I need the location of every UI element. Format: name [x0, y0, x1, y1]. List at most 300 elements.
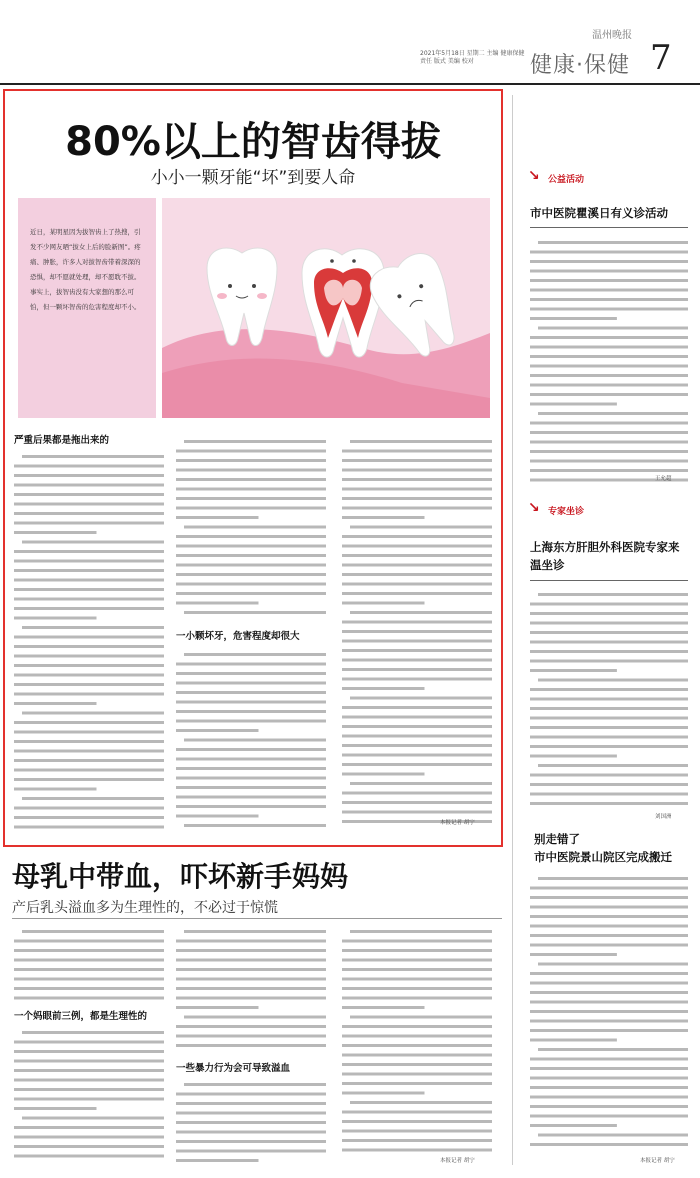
- text-line: [176, 516, 259, 519]
- text-line: [176, 469, 326, 472]
- text-line: [342, 706, 492, 709]
- text-line: [342, 640, 492, 643]
- text-line: [14, 778, 164, 781]
- text-line: [530, 925, 688, 928]
- text-line: [538, 327, 688, 330]
- text-line: [14, 664, 164, 667]
- text-line: [342, 630, 492, 633]
- text-line: [176, 1150, 326, 1153]
- text-line: [14, 1041, 164, 1044]
- text-line: [350, 611, 492, 614]
- text-line: [22, 1117, 164, 1120]
- text-line: [22, 455, 164, 458]
- text-line: [530, 755, 617, 758]
- text-line: [342, 725, 492, 728]
- text-line: [342, 744, 492, 747]
- sidebar-tag-1: 公益活动: [548, 175, 585, 185]
- text-line: [176, 573, 326, 576]
- feature-column-1: [14, 450, 164, 830]
- text-line: [14, 1098, 164, 1101]
- text-line: [342, 535, 492, 538]
- bottom-rule: [12, 918, 502, 919]
- text-line: [22, 712, 164, 715]
- text-line: [530, 906, 688, 909]
- text-line: [530, 308, 688, 311]
- text-line: [184, 526, 326, 529]
- text-line: [14, 1050, 164, 1053]
- masthead-rule: [0, 83, 700, 85]
- text-line: [342, 811, 492, 814]
- text-line: [176, 663, 326, 666]
- text-line: [530, 1058, 688, 1061]
- text-line: [530, 896, 688, 899]
- text-line: [530, 279, 688, 282]
- text-line: [176, 1112, 326, 1115]
- text-line: [176, 1025, 326, 1028]
- text-line: [176, 1131, 326, 1134]
- text-line: [176, 997, 326, 1000]
- text-line: [14, 740, 164, 743]
- text-line: [14, 465, 164, 468]
- text-line: [14, 788, 97, 791]
- text-line: [14, 579, 164, 582]
- text-line: [176, 564, 326, 567]
- text-line: [342, 488, 492, 491]
- feature-column-2: [176, 435, 326, 615]
- text-line: [342, 1044, 492, 1047]
- text-line: [14, 816, 164, 819]
- text-line: [14, 645, 164, 648]
- text-line: [350, 526, 492, 529]
- feature-column-3: [342, 435, 492, 825]
- feature-section2-title: 一小颗坏牙，危害程度却很大: [176, 631, 300, 642]
- text-line: [176, 488, 326, 491]
- sidebar-head-2: 上海东方肝胆外科医院专家来温坐诊: [530, 540, 680, 572]
- text-line: [530, 622, 688, 625]
- text-line: [342, 1063, 492, 1066]
- text-line: [530, 365, 688, 368]
- text-line: [176, 535, 326, 538]
- text-line: [14, 807, 164, 810]
- bottom-column-1b: [14, 1026, 164, 1166]
- text-line: [342, 1054, 492, 1057]
- text-line: [14, 531, 97, 534]
- text-line: [14, 721, 164, 724]
- text-line: [14, 588, 164, 591]
- text-line: [176, 796, 326, 799]
- text-line: [342, 763, 492, 766]
- arrow-icon: ↘: [528, 168, 540, 184]
- text-line: [184, 653, 326, 656]
- text-line: [342, 735, 492, 738]
- text-line: [176, 940, 326, 943]
- text-line: [530, 612, 688, 615]
- sidebar-body-2: [530, 588, 688, 810]
- text-line: [176, 682, 326, 685]
- text-line: [530, 1067, 688, 1070]
- text-line: [342, 968, 492, 971]
- sidebar-body-3: [530, 872, 688, 1152]
- text-line: [176, 987, 326, 990]
- text-line: [342, 621, 492, 624]
- text-line: [342, 1073, 492, 1076]
- bottom-section2-title: 一些暴力行为会可导致溢血: [176, 1063, 291, 1074]
- text-line: [22, 626, 164, 629]
- text-line: [176, 507, 326, 510]
- text-line: [176, 583, 326, 586]
- text-line: [342, 583, 492, 586]
- text-line: [342, 1092, 425, 1095]
- text-line: [176, 459, 326, 462]
- text-line: [342, 659, 492, 662]
- text-line: [176, 949, 326, 952]
- text-line: [176, 1121, 326, 1124]
- text-line: [342, 516, 425, 519]
- text-line: [530, 793, 688, 796]
- text-line: [530, 1029, 688, 1032]
- text-line: [14, 1079, 164, 1082]
- bottom-subheadline: 产后乳头溢血多为生理性的，不必过于惊慌: [12, 900, 278, 916]
- text-line: [350, 697, 492, 700]
- text-line: [14, 997, 164, 1000]
- text-line: [176, 805, 326, 808]
- text-line: [14, 702, 97, 705]
- text-line: [530, 1124, 617, 1127]
- text-line: [184, 930, 326, 933]
- text-line: [530, 641, 688, 644]
- text-line: [14, 759, 164, 762]
- text-line: [176, 1102, 326, 1105]
- text-line: [538, 963, 688, 966]
- text-line: [530, 688, 688, 691]
- text-line: [530, 707, 688, 710]
- intro-text: 近日，某明星因为拔智齿上了热搜，引发不少网友晒“拔女上后的脸新图”。疼痛、肿胀，许多人对拔智齿带着深深的恐惧，却不愿就处理，却不愿耽不拔。事实上，拔智齿没有大家想的那么可怕，但一颗坏智齿的危害程度却不小。: [30, 228, 141, 311]
- text-line: [184, 739, 326, 742]
- text-line: [342, 478, 492, 481]
- text-line: [530, 1039, 617, 1042]
- text-line: [176, 786, 326, 789]
- text-line: [530, 431, 688, 434]
- text-line: [14, 474, 164, 477]
- text-line: [530, 982, 688, 985]
- text-line: [342, 573, 492, 576]
- text-line: [14, 503, 164, 506]
- text-line: [14, 674, 164, 677]
- text-line: [342, 469, 492, 472]
- text-line: [530, 944, 688, 947]
- text-line: [342, 940, 492, 943]
- text-line: [342, 792, 492, 795]
- text-line: [342, 459, 492, 462]
- text-line: [530, 384, 688, 387]
- text-line: [530, 422, 688, 425]
- text-line: [14, 1155, 164, 1158]
- section-title: 健康·保健: [530, 53, 630, 78]
- text-line: [184, 1083, 326, 1086]
- text-line: [530, 783, 688, 786]
- text-line: [530, 774, 688, 777]
- text-line: [538, 1048, 688, 1051]
- sidebar-head-3-line1: 别走错了: [534, 832, 580, 846]
- text-line: [14, 493, 164, 496]
- text-line: [22, 930, 164, 933]
- feature-byline: 本报记者 胡宁: [440, 820, 475, 826]
- text-line: [538, 679, 688, 682]
- text-line: [342, 987, 492, 990]
- bottom-column-3: [342, 925, 492, 1155]
- text-line: [14, 550, 164, 553]
- bottom-byline: 本报记者 胡宁: [440, 1158, 475, 1164]
- sidebar-tag-2: 专家坐诊: [548, 507, 585, 517]
- sidebar-byline-1: 王允超: [655, 476, 672, 482]
- text-line: [530, 469, 688, 472]
- text-line: [530, 631, 688, 634]
- text-line: [14, 1060, 164, 1063]
- text-line: [530, 660, 688, 663]
- text-line: [22, 797, 164, 800]
- text-line: [176, 545, 326, 548]
- text-line: [342, 507, 492, 510]
- text-line: [530, 887, 688, 890]
- text-line: [342, 668, 492, 671]
- text-line: [176, 1140, 326, 1143]
- text-line: [538, 764, 688, 767]
- text-line: [176, 777, 326, 780]
- text-line: [530, 726, 688, 729]
- text-line: [530, 374, 688, 377]
- text-line: [530, 289, 688, 292]
- sidebar-head-1: 市中医院瞿溪日有义诊活动: [530, 206, 668, 220]
- sidebar-divider: [512, 95, 513, 1165]
- text-line: [14, 1145, 164, 1148]
- text-line: [530, 1105, 688, 1108]
- text-line: [176, 592, 326, 595]
- text-line: [530, 1001, 688, 1004]
- text-line: [530, 251, 688, 254]
- text-line: [530, 650, 688, 653]
- text-line: [342, 949, 492, 952]
- text-line: [176, 978, 326, 981]
- text-line: [14, 949, 164, 952]
- feature-section1-title: 严重后果都是拖出来的: [14, 435, 110, 446]
- text-line: [530, 1010, 688, 1013]
- section-tag: 温州晚报: [592, 30, 632, 41]
- text-line: [176, 729, 259, 732]
- text-line: [176, 720, 326, 723]
- sidebar-byline-2: 刘国洲: [655, 814, 672, 820]
- text-line: [14, 655, 164, 658]
- text-line: [342, 497, 492, 500]
- text-line: [530, 603, 688, 606]
- text-line: [14, 1069, 164, 1072]
- text-line: [530, 1143, 688, 1146]
- text-line: [176, 691, 326, 694]
- text-line: [176, 1035, 326, 1038]
- sidebar-byline-3: 本报记者 胡宁: [640, 1158, 675, 1164]
- text-line: [14, 1126, 164, 1129]
- text-line: [530, 1086, 688, 1089]
- text-line: [538, 877, 688, 880]
- text-line: [176, 767, 326, 770]
- text-line: [14, 978, 164, 981]
- text-line: [350, 930, 492, 933]
- text-line: [530, 972, 688, 975]
- text-line: [14, 968, 164, 971]
- text-line: [184, 824, 326, 827]
- text-line: [176, 672, 326, 675]
- text-line: [350, 1016, 492, 1019]
- sidebar-head-3-line2: 市中医院景山院区完成搬迁: [534, 850, 672, 864]
- text-line: [538, 593, 688, 596]
- text-line: [22, 541, 164, 544]
- bottom-headline: 母乳中带血，吓坏新手妈妈: [12, 860, 349, 893]
- text-line: [342, 997, 492, 1000]
- text-line: [176, 450, 326, 453]
- text-line: [22, 1031, 164, 1034]
- text-line: [176, 1093, 326, 1096]
- text-line: [342, 1149, 492, 1152]
- text-line: [530, 669, 617, 672]
- teeth-illustration: [162, 198, 490, 418]
- text-line: [342, 678, 492, 681]
- text-line: [350, 440, 492, 443]
- text-line: [342, 602, 425, 605]
- text-line: [342, 1139, 492, 1142]
- sidebar-rule: [530, 580, 688, 581]
- text-line: [342, 978, 492, 981]
- text-line: [342, 1130, 492, 1133]
- text-line: [14, 731, 164, 734]
- text-line: [14, 1088, 164, 1091]
- text-line: [14, 560, 164, 563]
- text-line: [184, 611, 326, 614]
- sidebar-rule: [530, 227, 688, 228]
- text-line: [14, 940, 164, 943]
- text-line: [14, 569, 164, 572]
- text-line: [342, 1111, 492, 1114]
- text-line: [530, 460, 688, 463]
- text-line: [530, 346, 688, 349]
- page-number: 7: [650, 38, 672, 78]
- text-line: [184, 440, 326, 443]
- text-line: [530, 298, 688, 301]
- feature-column-2b: [176, 648, 326, 833]
- text-line: [14, 484, 164, 487]
- feature-headline: 80%以上的智齿得拔: [65, 119, 441, 165]
- text-line: [342, 450, 492, 453]
- text-line: [530, 1096, 688, 1099]
- text-line: [14, 987, 164, 990]
- text-line: [14, 617, 97, 620]
- text-line: [14, 750, 164, 753]
- text-line: [14, 522, 164, 525]
- text-line: [530, 915, 688, 918]
- text-line: [176, 710, 326, 713]
- text-line: [530, 317, 617, 320]
- text-line: [176, 1044, 326, 1047]
- text-line: [342, 716, 492, 719]
- text-line: [342, 592, 492, 595]
- text-line: [342, 687, 425, 690]
- text-line: [14, 607, 164, 610]
- text-line: [530, 393, 688, 396]
- text-line: [530, 736, 688, 739]
- text-line: [342, 1006, 425, 1009]
- text-line: [350, 782, 492, 785]
- text-line: [14, 769, 164, 772]
- text-line: [530, 745, 688, 748]
- text-line: [342, 1120, 492, 1123]
- text-line: [530, 802, 688, 805]
- text-line: [530, 403, 617, 406]
- text-line: [176, 478, 326, 481]
- sidebar-head-3: [534, 830, 694, 866]
- text-line: [176, 748, 326, 751]
- text-line: [538, 241, 688, 244]
- text-line: [342, 545, 492, 548]
- text-line: [176, 758, 326, 761]
- arrow-icon: ↘: [528, 500, 540, 516]
- text-line: [342, 754, 492, 757]
- text-line: [530, 1020, 688, 1023]
- text-line: [530, 934, 688, 937]
- text-line: [530, 991, 688, 994]
- text-line: [176, 968, 326, 971]
- text-line: [14, 598, 164, 601]
- text-line: [14, 1136, 164, 1139]
- text-line: [14, 693, 164, 696]
- text-line: [176, 602, 259, 605]
- text-line: [342, 564, 492, 567]
- bottom-section1-title: 一个妈眼前三例，都是生理性的: [14, 1011, 148, 1022]
- bottom-column-2a: [176, 925, 326, 1050]
- text-line: [176, 497, 326, 500]
- text-line: [342, 1035, 492, 1038]
- text-line: [176, 1006, 259, 1009]
- text-line: [350, 1101, 492, 1104]
- text-line: [530, 336, 688, 339]
- text-line: [538, 1134, 688, 1137]
- text-line: [176, 701, 326, 704]
- text-line: [14, 826, 164, 829]
- text-line: [530, 260, 688, 263]
- feature-subheadline: 小小一颗牙能“坏”到要人命: [150, 168, 356, 188]
- text-line: [530, 450, 688, 453]
- text-line: [176, 815, 259, 818]
- text-line: [530, 1115, 688, 1118]
- text-line: [530, 698, 688, 701]
- text-line: [14, 1107, 97, 1110]
- text-line: [530, 717, 688, 720]
- sidebar-body-1: [530, 236, 688, 486]
- text-line: [14, 683, 164, 686]
- text-line: [530, 1077, 688, 1080]
- bottom-column-1a: [14, 925, 164, 1005]
- text-line: [176, 554, 326, 557]
- text-line: [176, 959, 326, 962]
- bottom-column-2b: [176, 1078, 326, 1168]
- text-line: [342, 959, 492, 962]
- text-line: [342, 649, 492, 652]
- text-line: [530, 441, 688, 444]
- text-line: [530, 270, 688, 273]
- text-line: [176, 1159, 259, 1162]
- text-line: [14, 959, 164, 962]
- text-line: [342, 554, 492, 557]
- text-line: [342, 1082, 492, 1085]
- text-line: [184, 1016, 326, 1019]
- text-line: [14, 636, 164, 639]
